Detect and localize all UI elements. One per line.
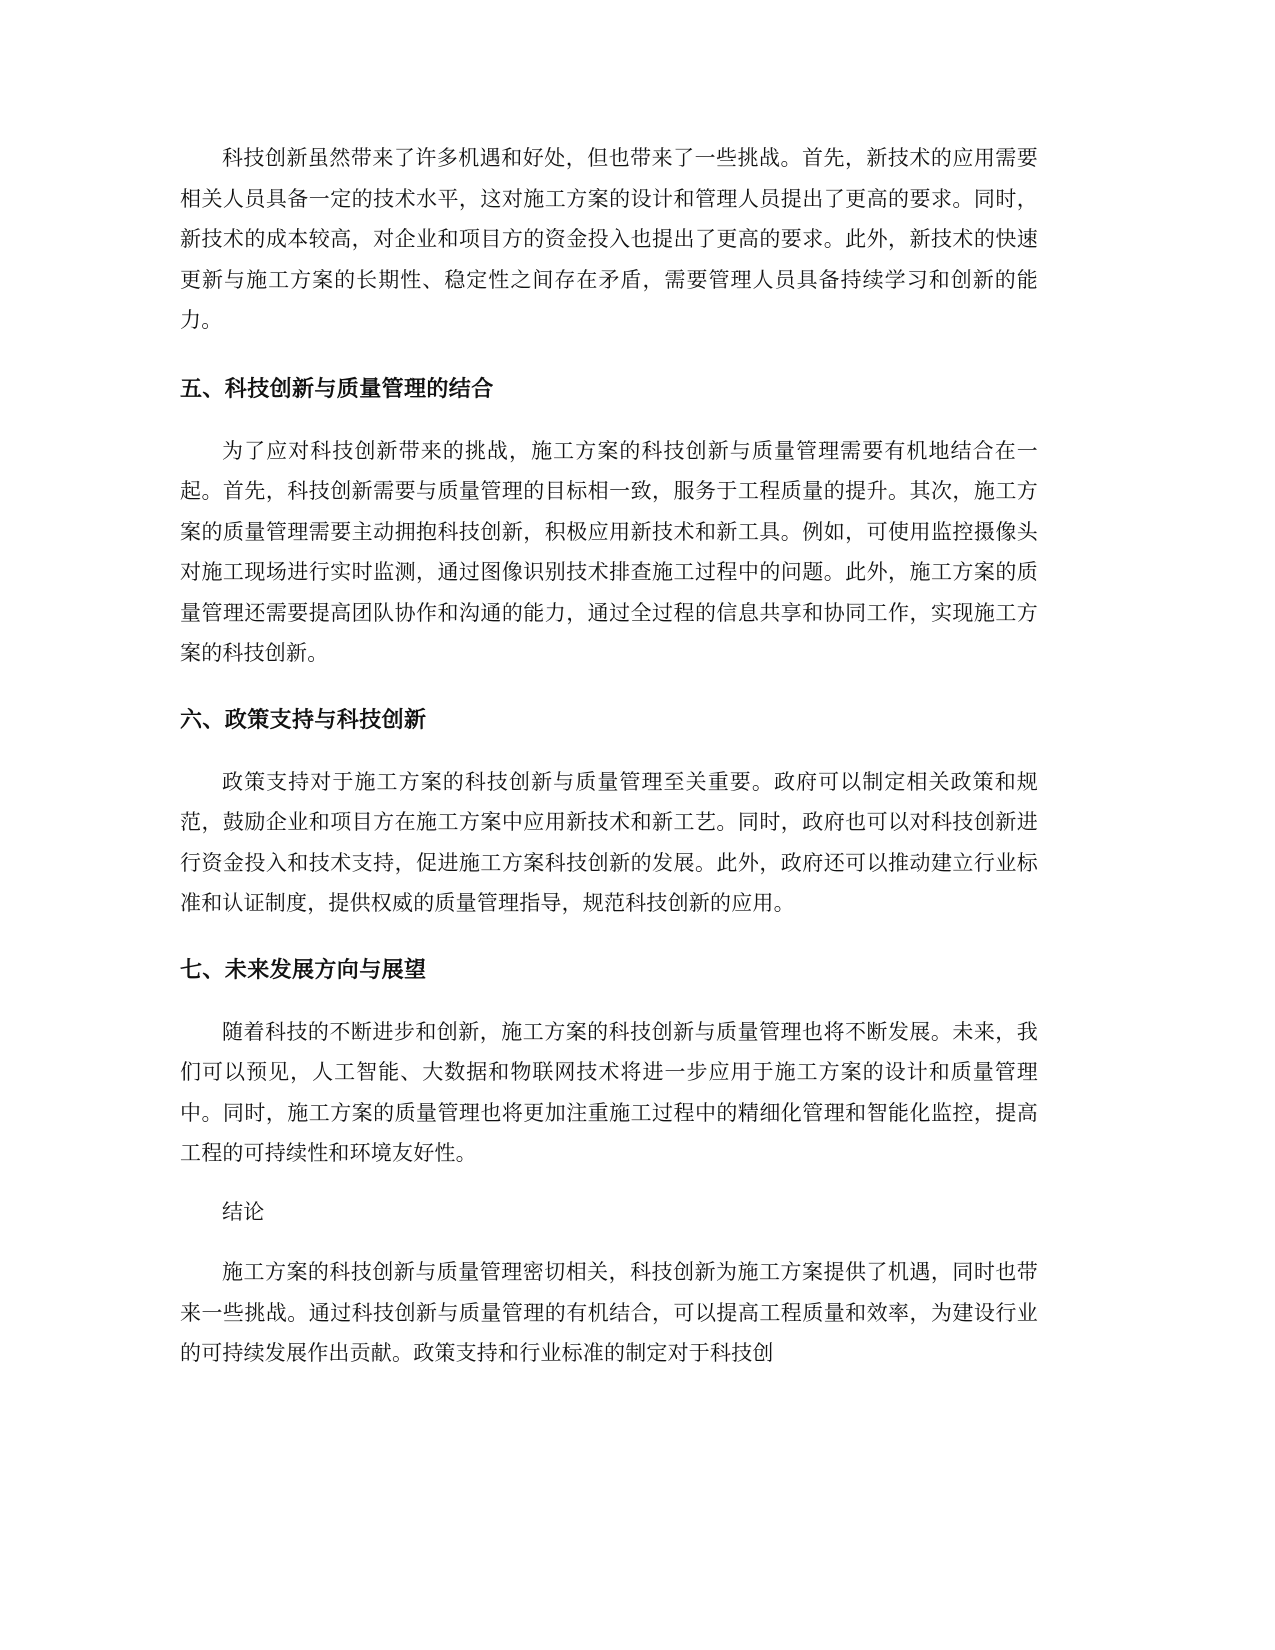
paragraph-future: 随着科技的不断进步和创新，施工方案的科技创新与质量管理也将不断发展。未来，我们可以预见，人工智能、大数据和物联网技术将进一步应用于施工方案的设计和质量管理中。同时，施工方案的质量管理也将更加注重施工过程中的精细化管理和智能化监控，提高工程的可持续性和环境友好性。 [180, 1019, 1038, 1165]
paragraph-conclusion: 施工方案的科技创新与质量管理密切相关，科技创新为施工方案提供了机遇，同时也带来一些挑战。通过科技创新与质量管理的有机结合，可以提高工程质量和效率，为建设行业的可持续发展作出贡献。政策支持和行业标准的制定对于科技创 [180, 1260, 1038, 1365]
section-heading-7: 七、未来发展方向与展望 [180, 957, 427, 983]
document-body [180, 138, 1038, 1374]
section-heading-6: 六、政策支持与科技创新 [180, 707, 427, 733]
conclusion-label: 结论 [222, 1199, 265, 1224]
paragraph-challenges: 科技创新虽然带来了许多机遇和好处，但也带来了一些挑战。首先，新技术的应用需要相关人员具备一定的技术水平，这对施工方案的设计和管理人员提出了更高的要求。同时，新技术的成本较高，对企业和项目方的资金投入也提出了更高的要求。此外，新技术的快速更新与施工方案的长期性、稳定性之间存在矛盾，需要管理人员具备持续学习和创新的能力。 [180, 146, 1038, 332]
paragraph-integration: 为了应对科技创新带来的挑战，施工方案的科技创新与质量管理需要有机地结合在一起。首先，科技创新需要与质量管理的目标相一致，服务于工程质量的提升。其次，施工方案的质量管理需要主动拥抱科技创新，积极应用新技术和新工具。例如，可使用监控摄像头对施工现场进行实时监测，通过图像识别技术排查施工过程中的问题。此外，施工方案的质量管理还需要提高团队协作和沟通的能力，通过全过程的信息共享和协同工作，实现施工方案的科技创新。 [180, 438, 1038, 665]
paragraph-policy: 政策支持对于施工方案的科技创新与质量管理至关重要。政府可以制定相关政策和规范，鼓励企业和项目方在施工方案中应用新技术和新工艺。同时，政府也可以对科技创新进行资金投入和技术支持，促进施工方案科技创新的发展。此外，政府还可以推动建立行业标准和认证制度，提供权威的质量管理指导，规范科技创新的应用。 [180, 769, 1038, 915]
section-heading-5: 五、科技创新与质量管理的结合 [180, 376, 494, 402]
